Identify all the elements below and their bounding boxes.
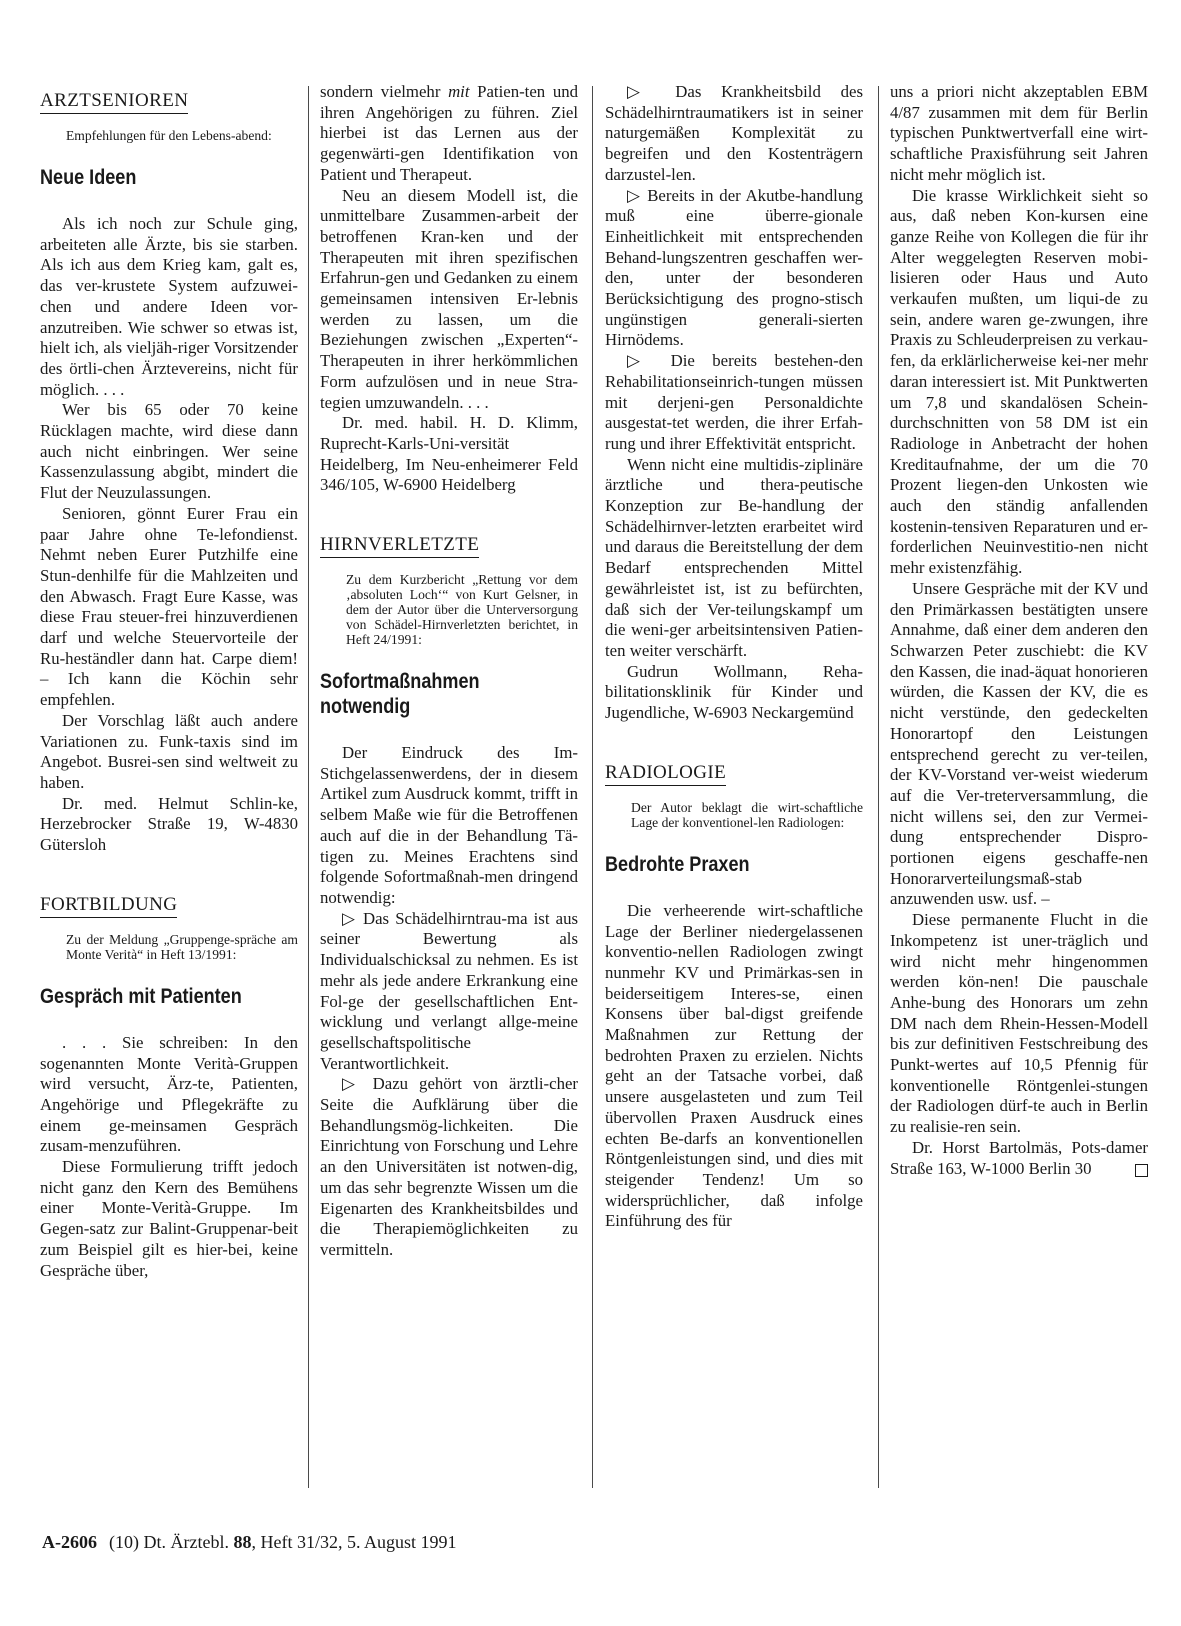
column-3 bbox=[605, 82, 863, 1522]
letter-intro: Der Autor beklagt die wirt-schaftliche Lage der konventionel-len Radiologen: bbox=[631, 799, 863, 830]
letter-signature: Gudrun Wollmann, Reha-bilitationsklinik für Kinder und Jugendliche, W-6903 Neckargemünd bbox=[605, 661, 863, 723]
section-rubric: FORTBILDUNG bbox=[40, 894, 177, 918]
letter-paragraph: Wer bis 65 oder 70 keine Rücklagen machte, wird diese dann auch nicht einbringen. Wer seine Kassenzulassung abgibt, mindert die Flut der Neuzulassungen. bbox=[40, 400, 298, 503]
letter-intro: Empfehlungen für den Lebens-abend: bbox=[66, 128, 272, 143]
letter-paragraph: Neu an diesem Modell ist, die unmittelbare Zusammen-arbeit der betroffenen Kran-ken und der Therapeuten mit ihren spezifischen Erfahrun-gen und Gedanken zu einem gemeinsamen intensiven Er-lebnis werden zu lassen, um die Beziehungen zwischen „Experten“-Therapeuten in ihrer herkömmlichen Form aufzulösen und in neue Stra-tegien umzuwandeln. . . . bbox=[320, 185, 578, 412]
letter-headline: Gespräch mit Patienten bbox=[40, 984, 242, 1008]
letter-intro: Zu der Meldung „Gruppenge-spräche am Monte Verità“ in Heft 13/1991: bbox=[66, 931, 298, 962]
letter-paragraph: Der Eindruck des Im-Stichgelassenwerdens, der in diesem Artikel zum Ausdruck kommt, trifft in selbem Maße wie für die Betroffenen auch auf die in der Behandlung Tä-tigen zu. Meines Erachtens sind folgende Sofortmaßnah-men dringend notwendig: bbox=[320, 743, 578, 907]
letter-paragraph: Unsere Gespräche mit der KV und den Primärkassen bestätigten unsere Annahme, daß einer dem anderen den Schwarzen Peter zuschiebt: die KV den Kassen, die inad-äquat honorieren würden, die Kassen der KV, die es nicht verstünde, den gedeckelten Honorartopf den Leistungen entsprechend gerecht zu ver-teilen, der KV-Vorstand ver-weist wiederum auf die Ver-treterversammlung, die nicht willens sei, den zur Vermei-dung entsprechender Dispro-portionen eigens geschaffe-nen Honorarverteilungsmaß-stab anzuwenden usw. usf. – bbox=[890, 578, 1148, 909]
letter-headline: Neue Ideen bbox=[40, 166, 137, 189]
section-rubric: RADIOLOGIE bbox=[605, 762, 726, 786]
column-4 bbox=[890, 82, 1148, 1522]
column-1 bbox=[40, 82, 298, 1522]
letter-paragraph: uns a priori nicht akzeptablen EBM 4/87 zusammen mit dem für Berlin typischen Punktwertverfall eine wirt-schaftliche Praxisführung seit Jahren nicht mehr möglich ist. bbox=[890, 82, 1148, 184]
letter-headline: Bedrohte Praxen bbox=[605, 852, 750, 876]
letter-paragraph: ▷ Dazu gehört von ärztli-cher Seite die Aufklärung über die Behandlungsmög-lichkeiten. Die Einrichtung von Forschung und Lehre an den Universitäten ist notwen-dig, um das sehr begrenzte Wissen um die Eigenarten des Krankheitsbildes und die Therapiemöglichkeiten zu vermitteln. bbox=[320, 1074, 578, 1259]
letter-paragraph: Diese Formulierung trifft jedoch nicht ganz den Kern des Bemühens einer Monte-Verità-Gruppe. Im Gegen-satz zur Balint-Gruppenar-beit zum Beispiel gilt es hier-bei, keine Gespräche über, bbox=[40, 1157, 298, 1280]
end-mark-icon bbox=[1135, 1164, 1148, 1177]
volume-number: 88 bbox=[233, 1532, 252, 1552]
letter-signature: Dr. med. Helmut Schlin-ke, Herzebrocker Straße 19, W-4830 Gütersloh bbox=[40, 793, 298, 855]
column-rule bbox=[308, 86, 309, 1488]
section-rubric: ARZTSENIOREN bbox=[40, 90, 188, 114]
emphasis: mit bbox=[448, 82, 470, 101]
section-rubric: HIRNVERLETZTE bbox=[320, 534, 479, 558]
letter-paragraph: Der Vorschlag läßt auch andere Variationen zu. Funk-taxis sind im Angebot. Busrei-sen sind weltweit zu haben. bbox=[40, 710, 298, 792]
letter-paragraph: Wenn nicht eine multidis-ziplinäre ärztliche und thera-peutische Konzeption zur Be-handlung der Schädelhirnver-letzten erarbeitet wird und daraus die Bereitstellung der dem Bedarf entsprechenden Mittel gewährleistet ist, ist zu befürchten, daß sich der Ver-teilungskampf um die weni-ger arbeitsintensiven Patien-ten weiter verschärft. bbox=[605, 454, 863, 660]
letter-paragraph: Als ich noch zur Schule ging, arbeiteten alle Ärzte, bis sie starben. Als ich aus dem Krieg kam, galt es, das ver-krustete System aufzuwei-chen und andere Ideen vor-anzutreiben. Wie schwer so etwas ist, hielt ich, als vieljäh-riger Vorsitzender des örtli-chen Ärztevereins, nicht für möglich. . . . bbox=[40, 214, 298, 399]
letter-paragraph: ▷ Die bereits bestehen-den Rehabilitationseinrich-tungen müssen mit derjeni-gen Personaldichte ausgestat-tet werden, die ihrer Erfah-rung und ihrer Effektivität entspricht. bbox=[605, 351, 863, 453]
letter-paragraph: Die krasse Wirklichkeit sieht so aus, daß neben Kon-kursen eine ganze Reihe von Kollegen die für ihr Alter weggelegten Reserven mobi-lisieren oder Haus und Auto verkaufen mußten, um liqui-de zu sein, andere waren ge-zwungen, ihre Praxis zu Schleuderpreisen zu verkau-fen, da erklärlicherweise kei-ner mehr daran interessiert ist. Mit Punktwerten um 7,8 und skandalösen Schein-durchschnitten von 58 DM ist ein Radiologe in Anbetracht der hohen Kreditaufnahme, der um die 70 Prozent liegen-den Unkosten wie auch den ständig anfallenden kostenin-tensiven Reparaturen und er-forderlichen Neuinvestitio-nen nicht mehr existenzfähig. bbox=[890, 185, 1148, 578]
letter-signature: Dr. Horst Bartolmäs, Pots-damer Straße 163, W-1000 Berlin 30 bbox=[890, 1137, 1148, 1178]
column-rule bbox=[878, 86, 879, 1488]
column-2 bbox=[320, 82, 578, 1522]
journal-page bbox=[40, 82, 1148, 1522]
column-rule bbox=[592, 86, 593, 1488]
letter-paragraph: ▷ Bereits in der Akutbe-handlung muß eine überre-gionale Einheitlichkeit mit entsprechenden Behand-lungszentren geschaffen wer-den, unter der besonderen Berücksichtigung des progno-stisch ungünstigen generali-sierten Hirnödems. bbox=[605, 185, 863, 350]
letter-paragraph: ▷ Das Krankheitsbild des Schädelhirntraumatikers ist in seiner naturgemäßen Komplexität zu begreifen und den Kostenträgern darzustel-len. bbox=[605, 82, 863, 184]
letter-signature: Dr. med. habil. H. D. Klimm, Ruprecht-Karls-Uni-versität Heidelberg, Im Neu-enheimerer Feld 346/105, W-6900 Heidelberg bbox=[320, 413, 578, 495]
page-number: A-2606 bbox=[42, 1532, 97, 1552]
letter-paragraph: ▷ Das Schädelhirntrau-ma ist aus seiner Bewertung als Individualschicksal zu nehmen. Es ist mehr als jede andere Erkrankung eine Fol-ge der gesellschaftlichen Ent-wicklung und verlangt allge-meine gesellschaftspolitische Verantwortlichkeit. bbox=[320, 908, 578, 1073]
letter-paragraph: sondern vielmehr mit Patien-ten und ihren Angehörigen zu führen. Ziel hierbei ist das Lernen aus der gegenwärti-gen Identifikation von Patient und Therapeut. bbox=[320, 82, 578, 184]
letter-headline: Sofortmaßnahmen notwendig bbox=[320, 670, 480, 719]
letter-paragraph: Die verheerende wirt-schaftliche Lage der Berliner niedergelassenen konventio-nellen Radiologen zwingt nunmehr KV und Primärkas-sen in beiderseitigem Interes-se, einen Konsens über bal-digst greifende Maßnahmen zur Rettung der bedrohten Praxen zu erzielen. Nichts geht an der Tatsache vorbei, daß unsere ausgelasteten und zum Teil übervollen Praxen Ausdruck eines echten Be-darfs an konventionellen Röntgenleistungen sind, und dies mit steigender Tendenz! Um so widersprüchlicher, daß infolge Einführung des für bbox=[605, 900, 863, 1231]
letter-intro: Zu dem Kurzbericht „Rettung vor dem ‚absoluten Loch‘“ von Kurt Gelsner, in dem der Autor über die Unterversorgung von Schädel-Hirnverletzten berichtet, in Heft 24/1991: bbox=[346, 572, 578, 648]
letter-paragraph: Diese permanente Flucht in die Inkompetenz ist uner-träglich und wird nicht mehr hingenommen werden kön-nen! Die pauschale Anhe-bung des Honorars um zehn DM nach dem Rhein-Hessen-Modell bis zur definitiven Festschreibung des Punkt-wertes auf 10,5 Pfennig für konventionelle Röntgenlei-stungen der Radiologen dürf-te auch in Berlin zu realisie-ren sein. bbox=[890, 910, 1148, 1137]
page-footer: A-2606 (10) Dt. Ärztebl. 88, Heft 31/32, 5. August 1991 bbox=[42, 1532, 457, 1552]
letter-paragraph: Senioren, gönnt Eurer Frau ein paar Jahre ohne Te-lefondienst. Nehmt neben Eurer Putzhilfe eine Stun-denhilfe für die Mahlzeiten und den Abwasch. Fragt Eure Kasse, was diese Frau steuer-frei hinzuverdienen darf und welche Steuervorteile der Ru-heständler dann hat. Carpe diem! – Ich kann die Köchin sehr empfehlen. bbox=[40, 503, 298, 710]
letter-paragraph: . . . Sie schreiben: In den sogenannten Monte Verità-Gruppen wird versucht, Ärz-te, Patienten, Angehörige und Pflegekräfte zu einem ge-meinsamen Gespräch zusam-menzuführen. bbox=[40, 1032, 298, 1156]
